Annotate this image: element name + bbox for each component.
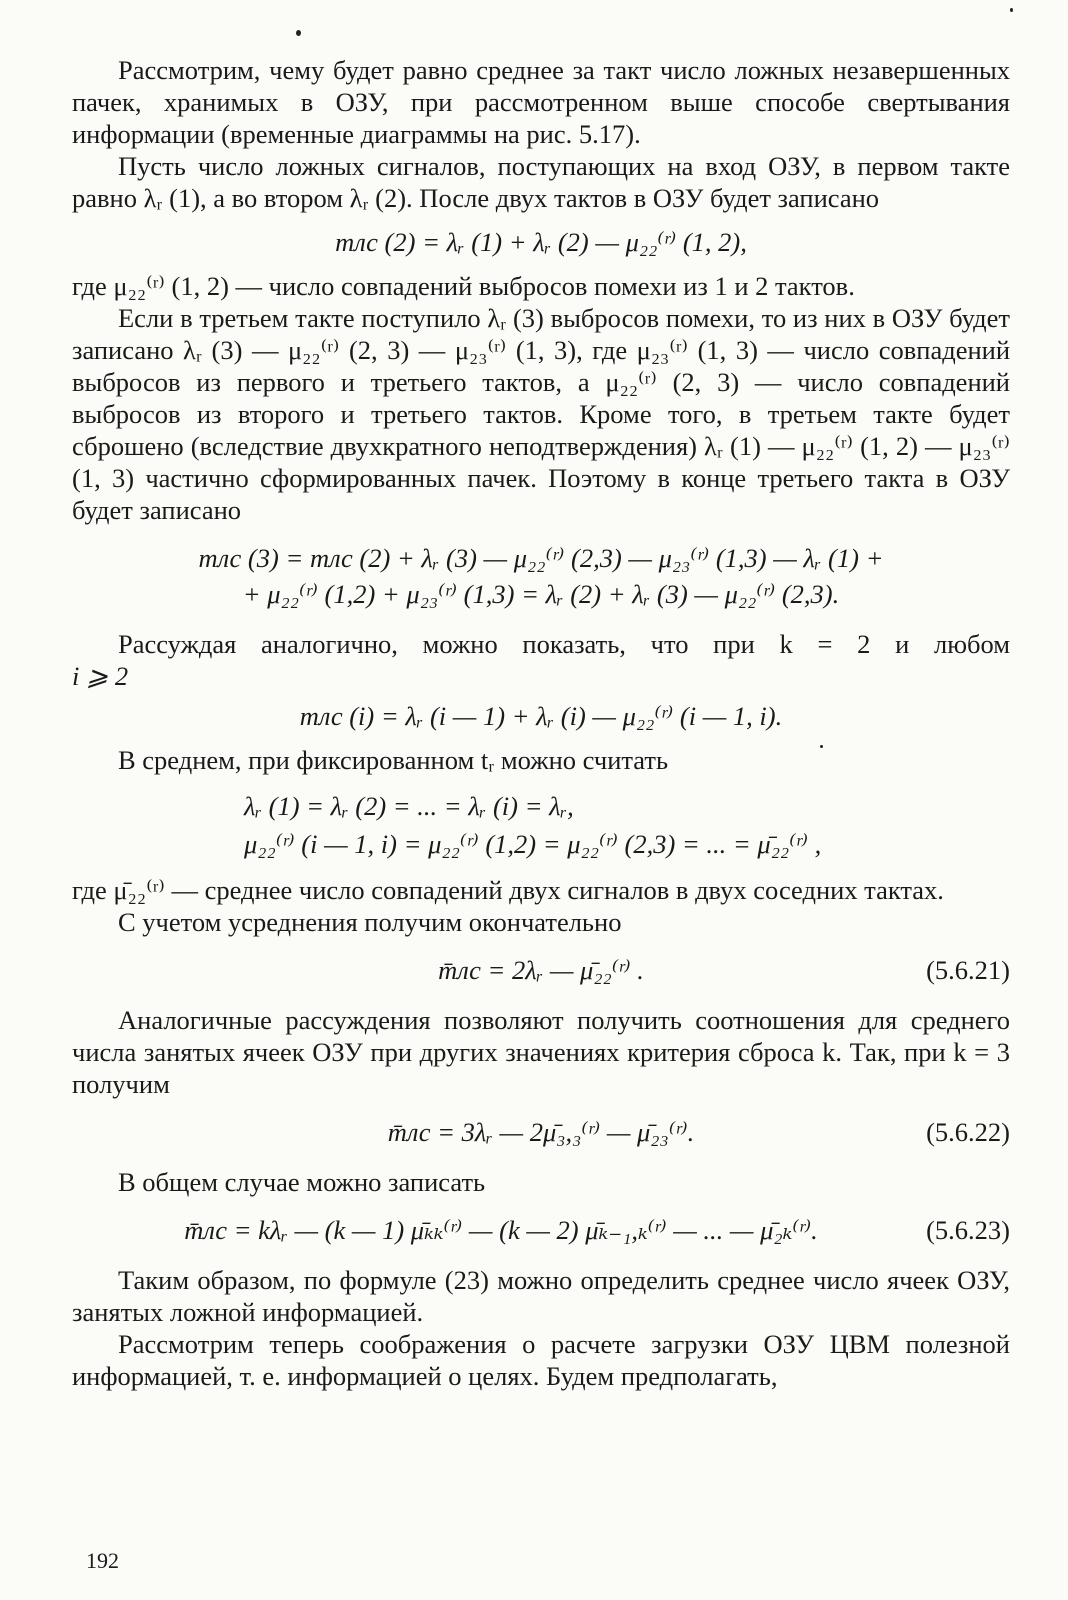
paragraph: Если в третьем такте поступило λᵣ (3) выбросов помехи, то из них в ОЗУ будет записано λᵣ (3) — μ₂₂⁽ʳ⁾ (2, 3) — μ₂₃⁽ʳ⁾ (1, 3), где μ₂₃⁽ʳ⁾ (1, 3) — число совпадений выбросов из первого и третьего тактов, а μ₂₂⁽ʳ⁾ (2, 3) — число совпадений выбросов из второго и третьего тактов. Кроме того, в третьем такте будет сброшено (вследствие двухкратного неподтверждения) λᵣ (1) — μ₂₂⁽ʳ⁾ (1, 2) — μ₂₃⁽ʳ⁾ (1, 3) частично сформированных пачек. Поэтому в конце третьего такта в ОЗУ будет записано xyxy=(72,303,1010,525)
paragraph: Рассмотрим, чему будет равно среднее за такт число ложных незавершенных пачек, хранимых в ОЗУ, при рассмотренном выше способе свертывания информации (временные диаграммы на рис. 5.17). xyxy=(72,55,1010,149)
equation-number: (5.6.22) xyxy=(926,1117,1010,1147)
paragraph: С учетом усреднения получим окончательно xyxy=(118,907,622,937)
paragraph: В общем случае можно записать xyxy=(118,1167,486,1197)
scan-speck xyxy=(296,30,301,36)
scan-speck xyxy=(1010,8,1013,12)
equation xyxy=(72,1116,1010,1148)
equation xyxy=(72,1214,1010,1246)
equation: μ₂₂⁽ʳ⁾ (i — 1, i) = μ₂₂⁽ʳ⁾ (1,2) = μ₂₂⁽ʳ⁾ (2,3) = ... = μ̄₂₂⁽ʳ⁾ , xyxy=(244,829,822,859)
equation-body: m̄лс = 3λᵣ — 2μ̄₃,₃⁽ʳ⁾ — μ̄₂₃⁽ʳ⁾. xyxy=(387,1117,695,1147)
paragraph: Пусть число ложных сигналов, поступающих на вход ОЗУ, в первом такте равно λᵣ (1), а во втором λᵣ (2). После двух тактов в ОЗУ будет записано xyxy=(72,151,1010,213)
paragraph: Таким образом, по формуле (23) можно определить среднее число ячеек ОЗУ, занятых ложной информацией. xyxy=(72,1265,1010,1327)
page-body xyxy=(72,54,1010,1392)
paragraph: где μ₂₂⁽ʳ⁾ (1, 2) — число совпадений выбросов помехи из 1 и 2 тактов. xyxy=(72,271,855,301)
paragraph: где μ̄₂₂⁽ʳ⁾ — среднее число совпадений двух сигналов в двух соседних тактах. xyxy=(72,875,944,905)
equation: mлс (3) = mлс (2) + λᵣ (3) — μ₂₂⁽ʳ⁾ (2,3) — μ₂₃⁽ʳ⁾ (1,3) — λᵣ (1) + xyxy=(198,543,884,573)
equation: mлс (2) = λᵣ (1) + λᵣ (2) — μ₂₂⁽ʳ⁾ (1, 2), xyxy=(335,227,747,257)
paragraph: i ⩾ 2 xyxy=(72,661,129,691)
paragraph: Аналогичные рассуждения позволяют получить соотношения для среднего числа занятых ячеек ОЗУ при других значениях критерия сброса k. Так, при k = 3 получим xyxy=(72,1005,1010,1099)
equation-number: (5.6.21) xyxy=(926,955,1010,985)
paragraph: В среднем, при фиксированном tᵣ можно считать xyxy=(118,745,669,775)
equation: λᵣ (1) = λᵣ (2) = ... = λᵣ (i) = λᵣ, xyxy=(244,791,574,821)
equation xyxy=(72,954,1010,986)
paragraph: Рассуждая аналогично, можно показать, что при k = 2 и любом xyxy=(118,629,1010,659)
equation: + μ₂₂⁽ʳ⁾ (1,2) + μ₂₃⁽ʳ⁾ (1,3) = λᵣ (2) + λᵣ (3) — μ₂₂⁽ʳ⁾ (2,3). xyxy=(242,579,840,609)
equation-number: (5.6.23) xyxy=(926,1215,1010,1245)
equation-body: m̄лс = 2λᵣ — μ̄₂₂⁽ʳ⁾ . xyxy=(438,955,644,985)
paragraph: Рассмотрим теперь соображения о расчете загрузки ОЗУ ЦВМ полезной информацией, т. е. информацией о целях. Будем предполагать, xyxy=(72,1329,1010,1391)
page-number: 192 xyxy=(86,1548,119,1573)
equation: mлс (i) = λᵣ (i — 1) + λᵣ (i) — μ₂₂⁽ʳ⁾ (i — 1, i). xyxy=(299,701,783,731)
equation-body: m̄лс = kλᵣ — (k — 1) μ̄ₖₖ⁽ʳ⁾ — (k — 2) μ̄ₖ₋₁,ₖ⁽ʳ⁾ — ... — μ̄₂ₖ⁽ʳ⁾. xyxy=(184,1215,818,1245)
scan-speck xyxy=(820,745,823,748)
